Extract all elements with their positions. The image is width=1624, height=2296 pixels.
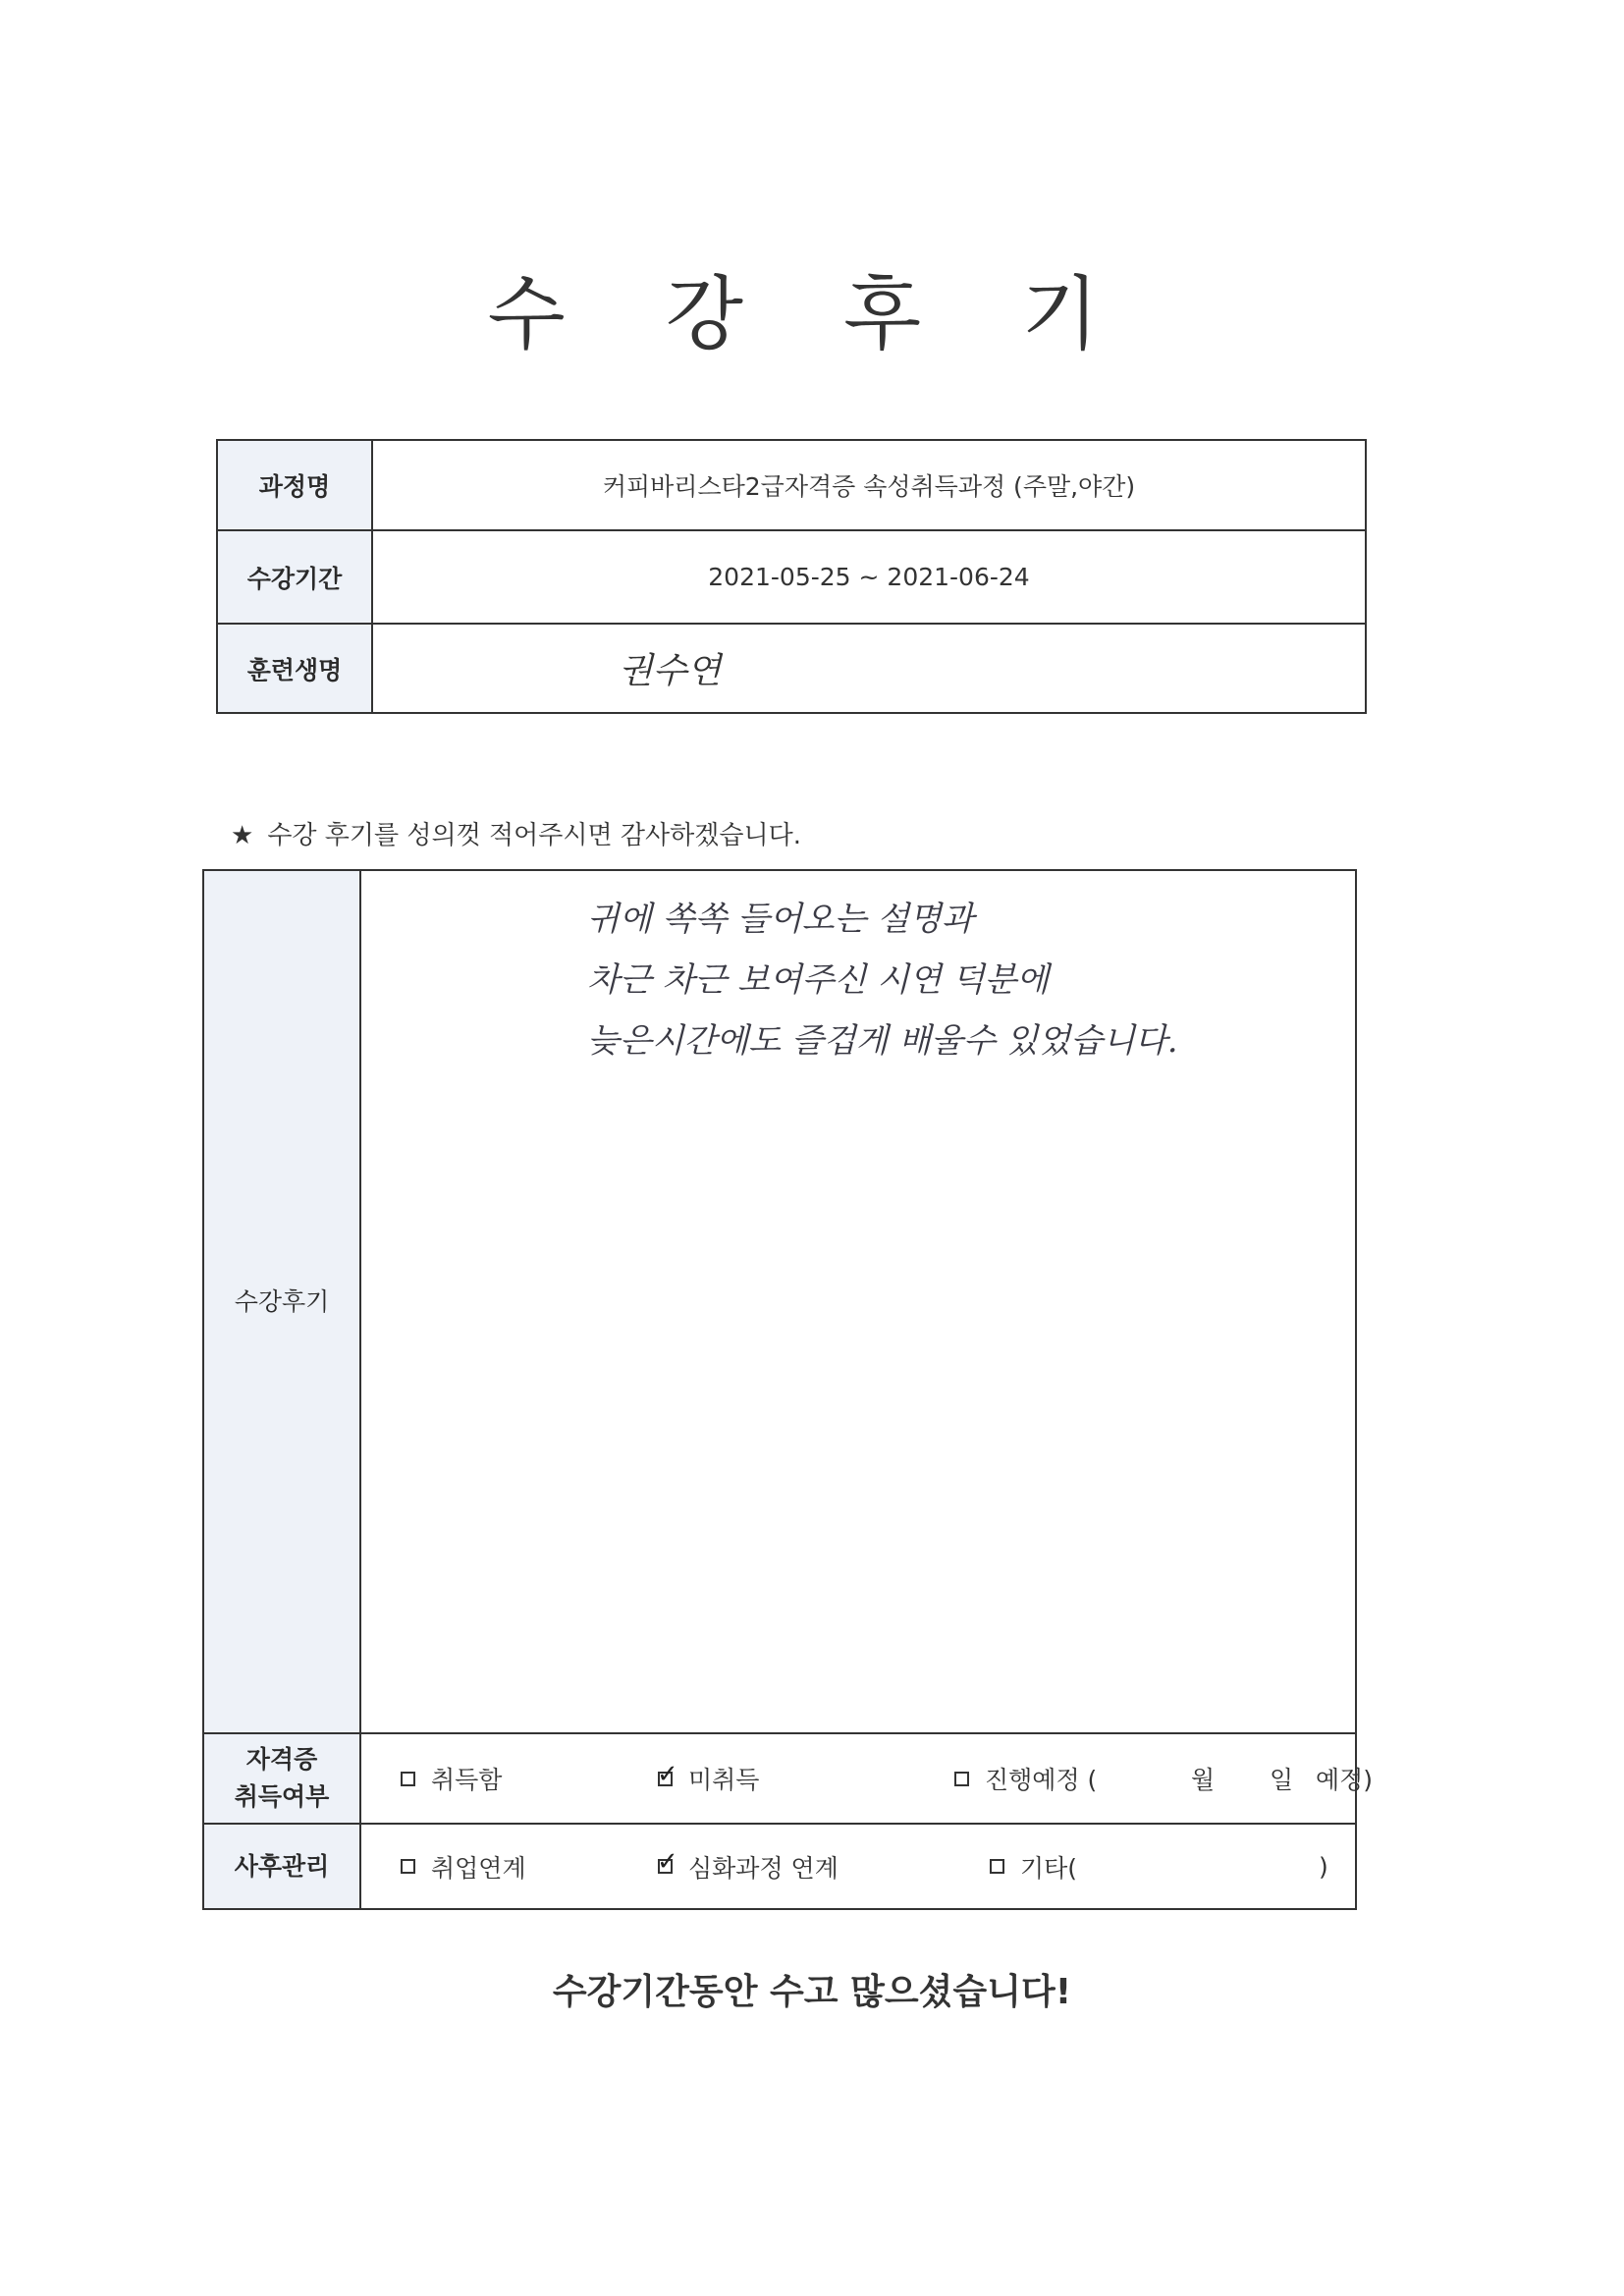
star-icon: ★ [231,821,254,850]
review-line: 귀에 쏙쏙 들어오는 설명과 [587,900,974,939]
option-label: 심화과정 연계 [688,1853,839,1883]
month-label: 월 [1191,1766,1216,1794]
certification-label-line2: 취득여부 [234,1782,330,1811]
followup-options [361,1825,1355,1908]
course-label: 과정명 [218,441,373,529]
review-line: 차근 차근 보여주신 시연 덕분에 [587,960,1050,1000]
option-label: 진행예정 ( [985,1766,1098,1794]
course-value: 커피바리스타2급자격증 속성취득과정 (주말,야간) [602,472,1136,501]
checkbox-scheduled[interactable] [954,1772,969,1786]
option-employment-link[interactable] [401,1849,526,1885]
scheduled-label: 예정) [1316,1766,1374,1794]
checkbox-employment-link[interactable] [401,1859,415,1874]
option-other[interactable] [990,1849,1077,1885]
review-handwritten-lines [587,889,1178,1071]
close-paren: ) [1319,1852,1328,1881]
option-label: 취업연계 [431,1853,526,1883]
certification-row [204,1734,1374,1823]
period-value: 2021-05-25 ~ 2021-06-24 [708,563,1030,591]
review-row [204,871,1355,1732]
period-label: 수강기간 [218,531,373,623]
review-label-text: 수강후기 [234,1286,330,1316]
period-row [218,531,1365,625]
followup-label [204,1825,361,1908]
review-label [204,871,361,1732]
option-label: 취득함 [431,1766,503,1794]
day-label: 일 [1270,1766,1294,1794]
option-advanced-course-link[interactable] [658,1849,839,1885]
checkbox-other[interactable] [990,1859,1004,1874]
option-label: 기타( [1020,1853,1078,1883]
review-line: 늦은시간에도 즐겁게 배울수 있었습니다. [587,1021,1178,1061]
followup-label-text: 사후관리 [234,1851,330,1881]
checkbox-acquired[interactable] [401,1772,415,1786]
footer-message: 수강기간동안 수고 많으셨습니다! [552,1972,1072,2012]
checkbox-advanced-course-checked[interactable] [658,1859,673,1874]
trainee-row [218,625,1365,712]
form-title: 수 강 후 기 [487,268,1137,361]
option-label: 미취득 [688,1766,760,1794]
notice [231,815,801,851]
notice-text: 수강 후기를 성의껏 적어주시면 감사하겠습니다. [267,821,801,850]
option-not-acquired[interactable] [658,1761,759,1796]
option-scheduled[interactable] [954,1761,1097,1796]
followup-row [204,1825,1355,1908]
trainee-label: 훈련생명 [218,625,373,712]
course-info-table [216,439,1367,714]
certification-label-line1: 자격증 [245,1745,318,1774]
review-content [361,871,1355,1732]
review-table [202,869,1374,1910]
trainee-name-handwritten: 권수연 [619,651,722,691]
checkbox-not-acquired-checked[interactable] [658,1772,673,1786]
option-acquired[interactable] [401,1761,502,1796]
certification-label [204,1734,361,1823]
certification-options [361,1734,1374,1823]
course-row [218,441,1365,531]
